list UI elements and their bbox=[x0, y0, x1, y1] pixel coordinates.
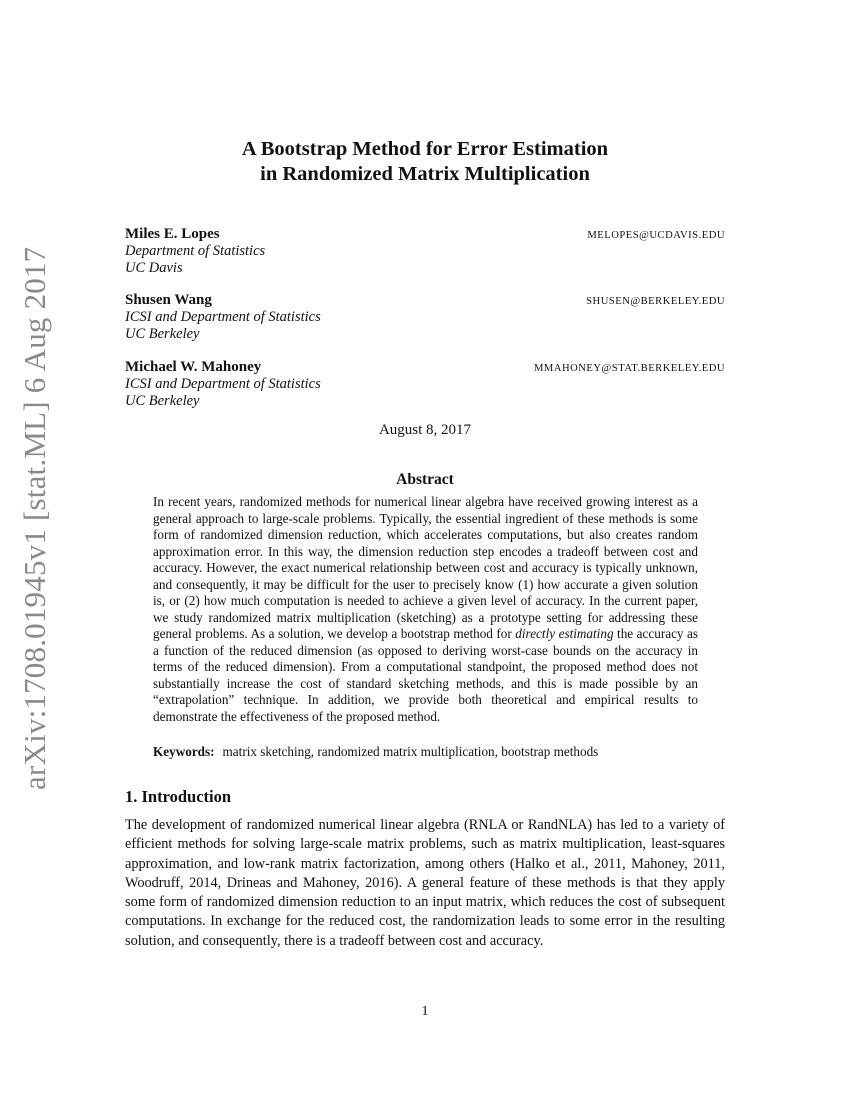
abstract-text-part-1: In recent years, randomized methods for numerical linear algebra have received growing interest as a general approach to large-scale problems. Typically, the essential ingredient of these methods is some form of randomized dimension reduction, which accelerates computations, but also creates random approximation error. In this way, the dimension reduction step encodes a tradeoff between cost and accuracy. However, the exact numerical relationship between cost and accuracy is typically unknown, and consequently, it may be difficult for the user to precisely know (1) how accurate a given solution is, or (2) how much computation is needed to achieve a given level of accuracy. In the current paper, we study randomized matrix multiplication (sketching) as a prototype setting for addressing these general problems. As a solution, we develop a bootstrap method for bbox=[153, 494, 698, 641]
keywords-line bbox=[153, 744, 698, 761]
author-name: Michael W. Mahoney bbox=[125, 359, 262, 375]
paper-title bbox=[125, 137, 725, 187]
abstract-emphasis: directly estimating bbox=[515, 626, 614, 641]
page-number: 1 bbox=[421, 1004, 429, 1019]
author-name: Miles E. Lopes bbox=[125, 226, 220, 242]
author-block-1 bbox=[125, 225, 725, 277]
author-email[interactable]: SHUSEN@BERKELEY.EDU bbox=[586, 296, 725, 307]
author-block-2 bbox=[125, 291, 725, 343]
abstract-heading: Abstract bbox=[396, 471, 454, 488]
author-affiliation-department: ICSI and Department of Statistics bbox=[125, 309, 321, 325]
paper-title-line-1: A Bootstrap Method for Error Estimation bbox=[241, 138, 609, 160]
keywords-label: Keywords: bbox=[153, 744, 215, 759]
keywords-list: matrix sketching, randomized matrix multiplication, bootstrap methods bbox=[222, 744, 599, 759]
author-affiliation-institution: UC Berkeley bbox=[125, 326, 200, 342]
author-affiliation-department: ICSI and Department of Statistics bbox=[125, 376, 321, 392]
arxiv-identifier-stamp: arXiv:1708.01945v1 [stat.ML] 6 Aug 2017 bbox=[17, 246, 52, 790]
abstract-body bbox=[153, 494, 698, 725]
author-affiliation-institution: UC Berkeley bbox=[125, 393, 200, 409]
author-affiliation-institution: UC Davis bbox=[125, 260, 183, 276]
abstract-text-part-2: the accuracy as a function of the reduced dimension (as opposed to deriving worst-case bounds on the accuracy in terms of the reduced dimension). From a computational standpoint, the proposed method does not substantially increase the cost of standard sketching methods, and this is made possible by an “extrapolation” technique. In addition, we provide both theoretical and empirical results to demonstrate the effectiveness of the proposed method. bbox=[153, 626, 699, 724]
author-block-3 bbox=[125, 358, 725, 410]
author-email[interactable]: MMAHONEY@STAT.BERKELEY.EDU bbox=[533, 363, 725, 374]
author-name: Shusen Wang bbox=[125, 292, 212, 308]
paper-title-line-2: in Randomized Matrix Multiplication bbox=[260, 163, 590, 185]
author-affiliation-department: Department of Statistics bbox=[125, 243, 266, 259]
section-heading-introduction: 1. Introduction bbox=[125, 787, 232, 806]
author-email[interactable]: MELOPES@UCDAVIS.EDU bbox=[587, 230, 725, 241]
introduction-paragraph: The development of randomized numerical linear algebra (RNLA or RandNLA) has led to a variety of efficient methods for solving large-scale matrix problems, such as matrix multiplication, least-squares approximation, and low-rank matrix factorization, among others (Halko et al., 2011, Mahoney, 2011, Woodruff, 2014, Drineas and Mahoney, 2016). A general feature of these methods is that they apply some form of randomized dimension reduction to an input matrix, which reduces the cost of subsequent computations. In exchange for the reduced cost, the randomization leads to some error in the resulting solution, and consequently, there is a tradeoff between cost and accuracy. bbox=[125, 817, 725, 949]
publication-date: August 8, 2017 bbox=[378, 422, 472, 438]
